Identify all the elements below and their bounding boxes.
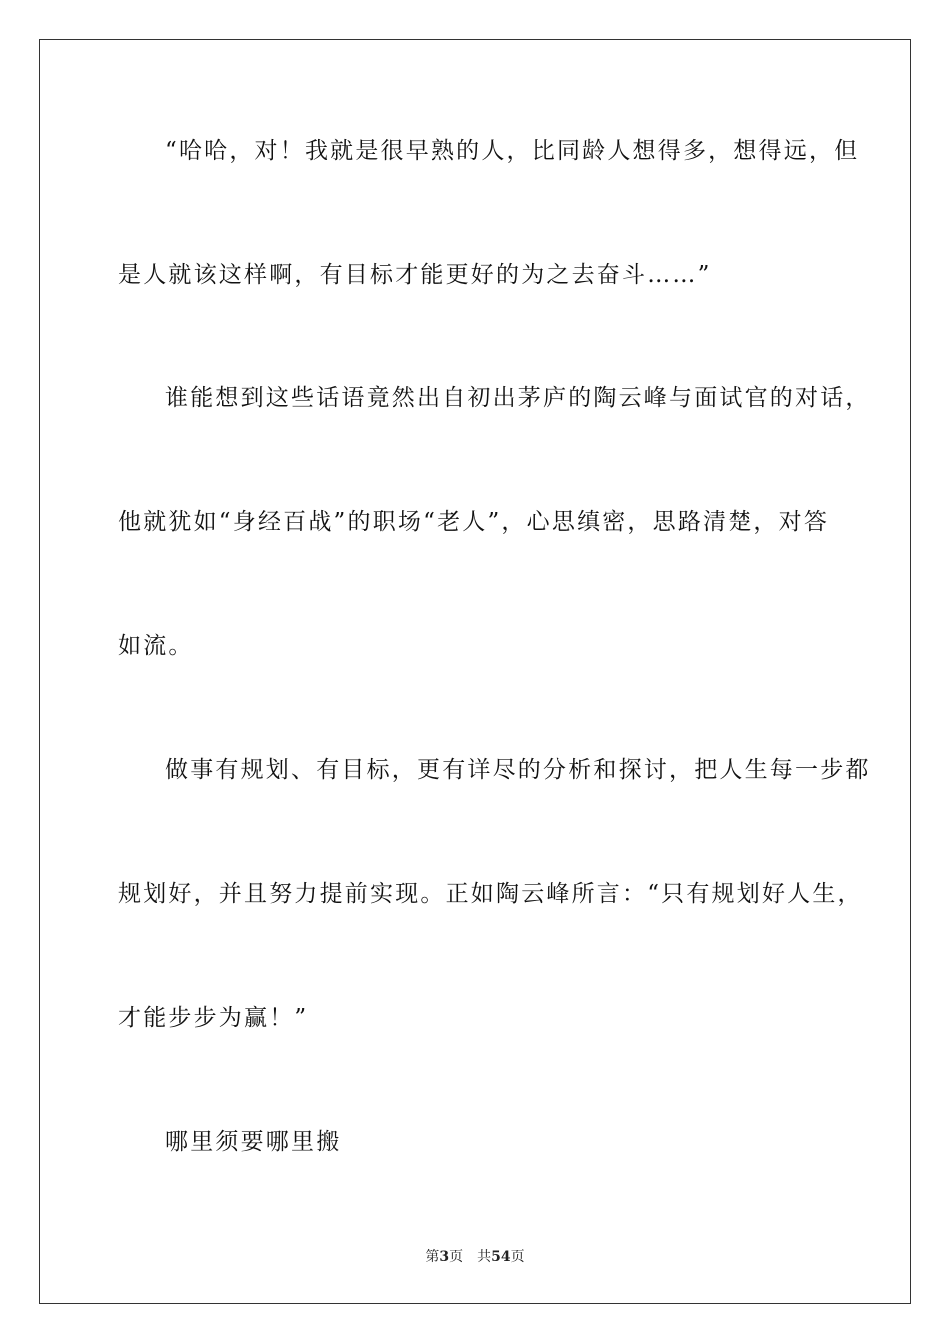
- page-suffix: 页: [449, 1249, 464, 1265]
- paragraph-line: 规划好，并且努力提前实现。正如陶云峰所言：“只有规划好人生，: [118, 881, 863, 907]
- paragraph-line: “哈哈，对！我就是很早熟的人，比同龄人想得多，想得远，但: [165, 138, 860, 164]
- page-prefix: 第: [425, 1249, 440, 1265]
- total-prefix: 共: [477, 1249, 492, 1265]
- page-footer: [0, 1248, 950, 1266]
- paragraph-line: 是人就该这样啊，有目标才能更好的为之去奋斗……”: [118, 262, 712, 288]
- paragraph-line: 如流。: [118, 633, 194, 659]
- total-suffix: 页: [510, 1249, 525, 1265]
- page-border: [39, 39, 911, 1304]
- paragraph-line: 做事有规划、有目标，更有详尽的分析和探讨，把人生每一步都: [165, 757, 871, 783]
- paragraph-line: 他就犹如“身经百战”的职场“老人”，心思缜密，思路清楚，对答: [118, 509, 830, 535]
- paragraph-line: 哪里须要哪里搬: [165, 1129, 342, 1155]
- paragraph-line: 谁能想到这些话语竟然出自初出茅庐的陶云峰与面试官的对话，: [165, 385, 871, 411]
- total-pages: 54: [491, 1249, 511, 1265]
- paragraph-line: 才能步步为赢！”: [118, 1005, 309, 1031]
- page-number: 3: [439, 1249, 450, 1265]
